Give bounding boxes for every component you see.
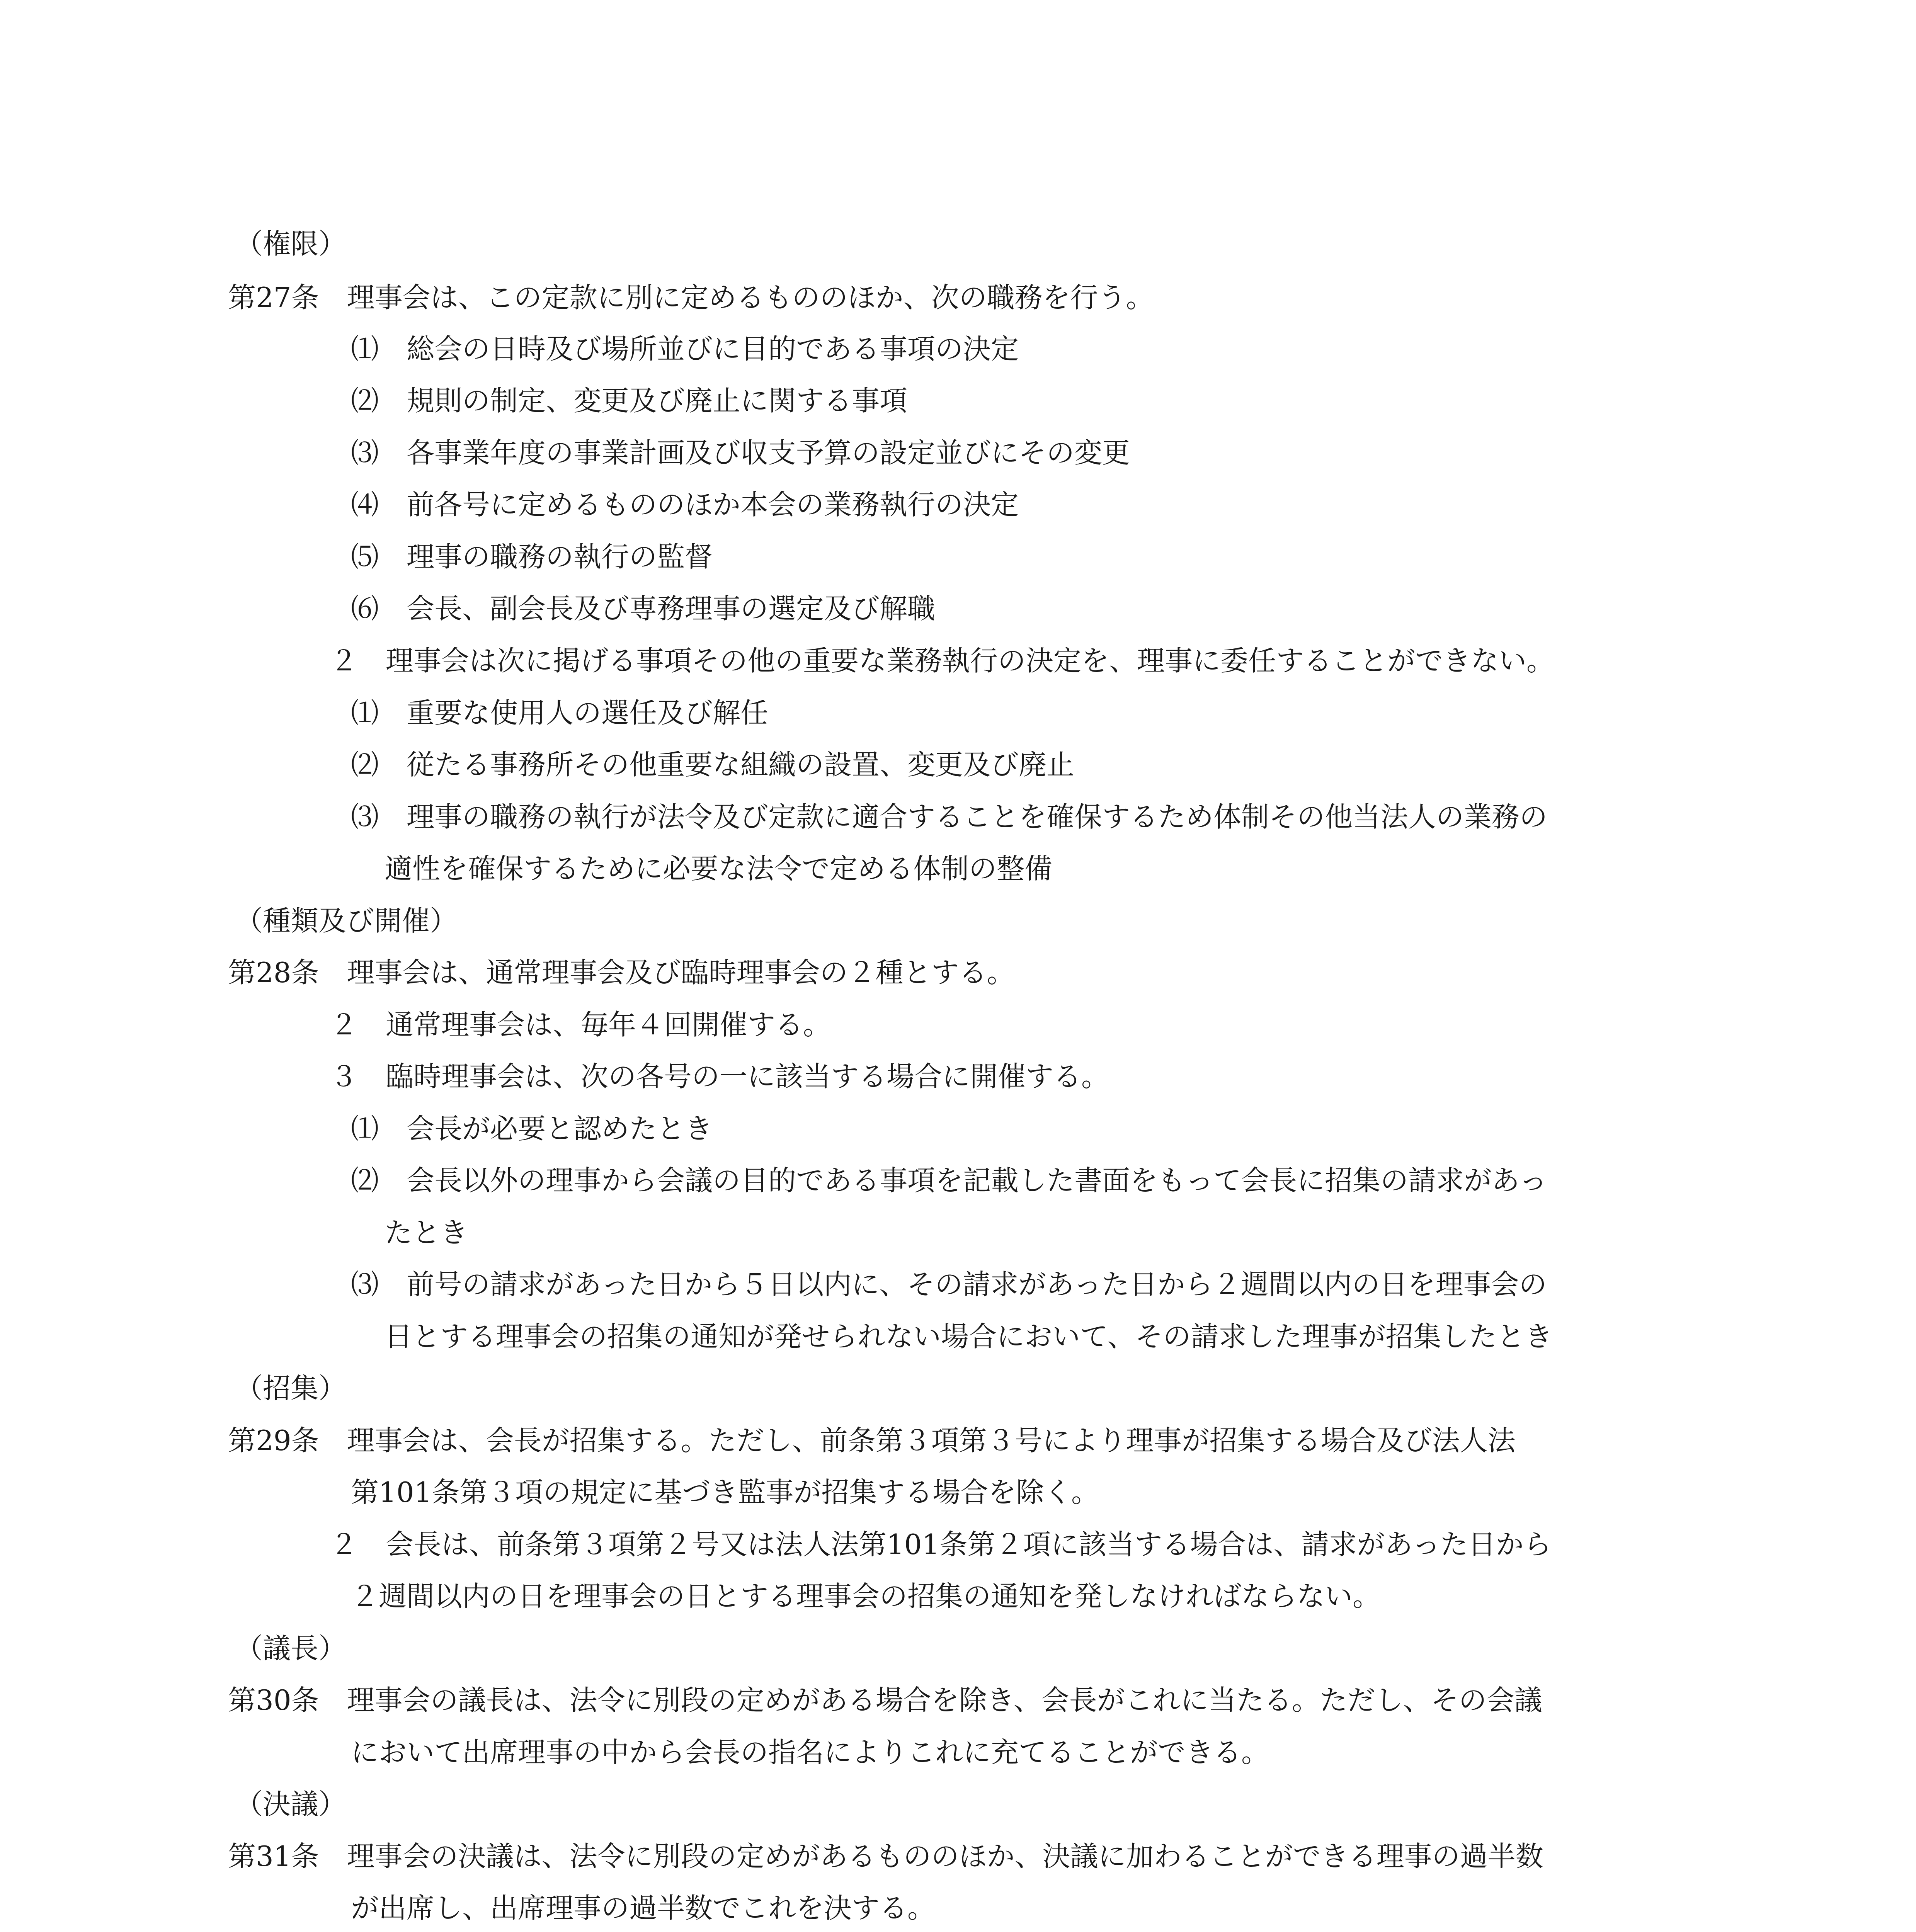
article-31-cont: が出席し、出席理事の過半数でこれを決する。 [351, 1892, 936, 1924]
paragraph-28-2: ２ 通常理事会は、毎年４回開催する。 [330, 1009, 831, 1041]
article-27: 第27条 理事会は、この定款に別に定めるもののほか、次の職務を行う。 [228, 281, 1154, 314]
item-27-4: ⑷ 前各号に定めるもののほか本会の業務執行の決定 [351, 488, 1019, 521]
item-27-2-3: ⑶ 理事の職務の執行が法令及び定款に適合することを確保するため体制その他当法人の業務の [351, 801, 1548, 833]
item-28-1: ⑴ 会長が必要と認めたとき [351, 1112, 713, 1145]
item-27-2: ⑵ 規則の制定、変更及び廃止に関する事項 [351, 384, 908, 417]
item-27-2-3-cont: 適性を確保するために必要な法令で定める体制の整備 [385, 852, 1053, 885]
article-29-cont: 第101条第３項の規定に基づき監事が招集する場合を除く。 [351, 1476, 1099, 1509]
article-29: 第29条 理事会は、会長が招集する。ただし、前条第３項第３号により理事が招集する場合及び法人法 [228, 1424, 1516, 1457]
item-27-2-1: ⑴ 重要な使用人の選任及び解任 [351, 697, 769, 729]
paragraph-29-2-cont: ２週間以内の日を理事会の日とする理事会の招集の通知を発しなければならない。 [351, 1580, 1381, 1612]
item-27-1: ⑴ 総会の日時及び場所並びに目的である事項の決定 [351, 333, 1019, 365]
article-28: 第28条 理事会は、通常理事会及び臨時理事会の２種とする。 [228, 956, 1015, 989]
item-28-2-cont: たとき [385, 1216, 468, 1249]
paragraph-28-3: ３ 臨時理事会は、次の各号の一に該当する場合に開催する。 [330, 1060, 1109, 1093]
item-27-3: ⑶ 各事業年度の事業計画及び収支予算の設定並びにその変更 [351, 437, 1130, 469]
item-27-5: ⑸ 理事の職務の執行の監督 [351, 541, 713, 573]
item-28-2: ⑵ 会長以外の理事から会議の目的である事項を記載した書面をもって会長に招集の請求があっ [351, 1164, 1547, 1197]
item-27-2-2: ⑵ 従たる事務所その他重要な組織の設置、変更及び廃止 [351, 748, 1075, 781]
heading-shurui: （種類及び開催） [235, 905, 458, 937]
heading-gicho: （議長） [235, 1632, 347, 1665]
heading-kengen: （権限） [235, 228, 347, 260]
item-27-6: ⑹ 会長、副会長及び専務理事の選定及び解職 [351, 592, 936, 625]
paragraph-27-2: ２ 理事会は次に掲げる事項その他の重要な業務執行の決定を、理事に委任することができない。 [330, 645, 1555, 677]
article-30-cont: において出席理事の中から会長の指名によりこれに充てることができる。 [351, 1736, 1269, 1769]
article-31: 第31条 理事会の決議は、法令に別段の定めがあるもののほか、決議に加わることができる理事の過半数 [228, 1840, 1543, 1872]
heading-shoshu: （招集） [235, 1372, 347, 1405]
item-28-3: ⑶ 前号の請求があった日から５日以内に、その請求があった日から２週間以内の日を理事会の [351, 1268, 1547, 1301]
item-28-3-cont: 日とする理事会の招集の通知が発せられない場合において、その請求した理事が招集したとき [385, 1320, 1553, 1353]
paragraph-29-2: ２ 会長は、前条第３項第２号又は法人法第101条第２項に該当する場合は、請求があった日から [330, 1528, 1552, 1561]
article-30: 第30条 理事会の議長は、法令に別段の定めがある場合を除き、会長がこれに当たる。ただし、その会議 [228, 1684, 1542, 1716]
heading-ketsugi: （決議） [235, 1788, 347, 1820]
